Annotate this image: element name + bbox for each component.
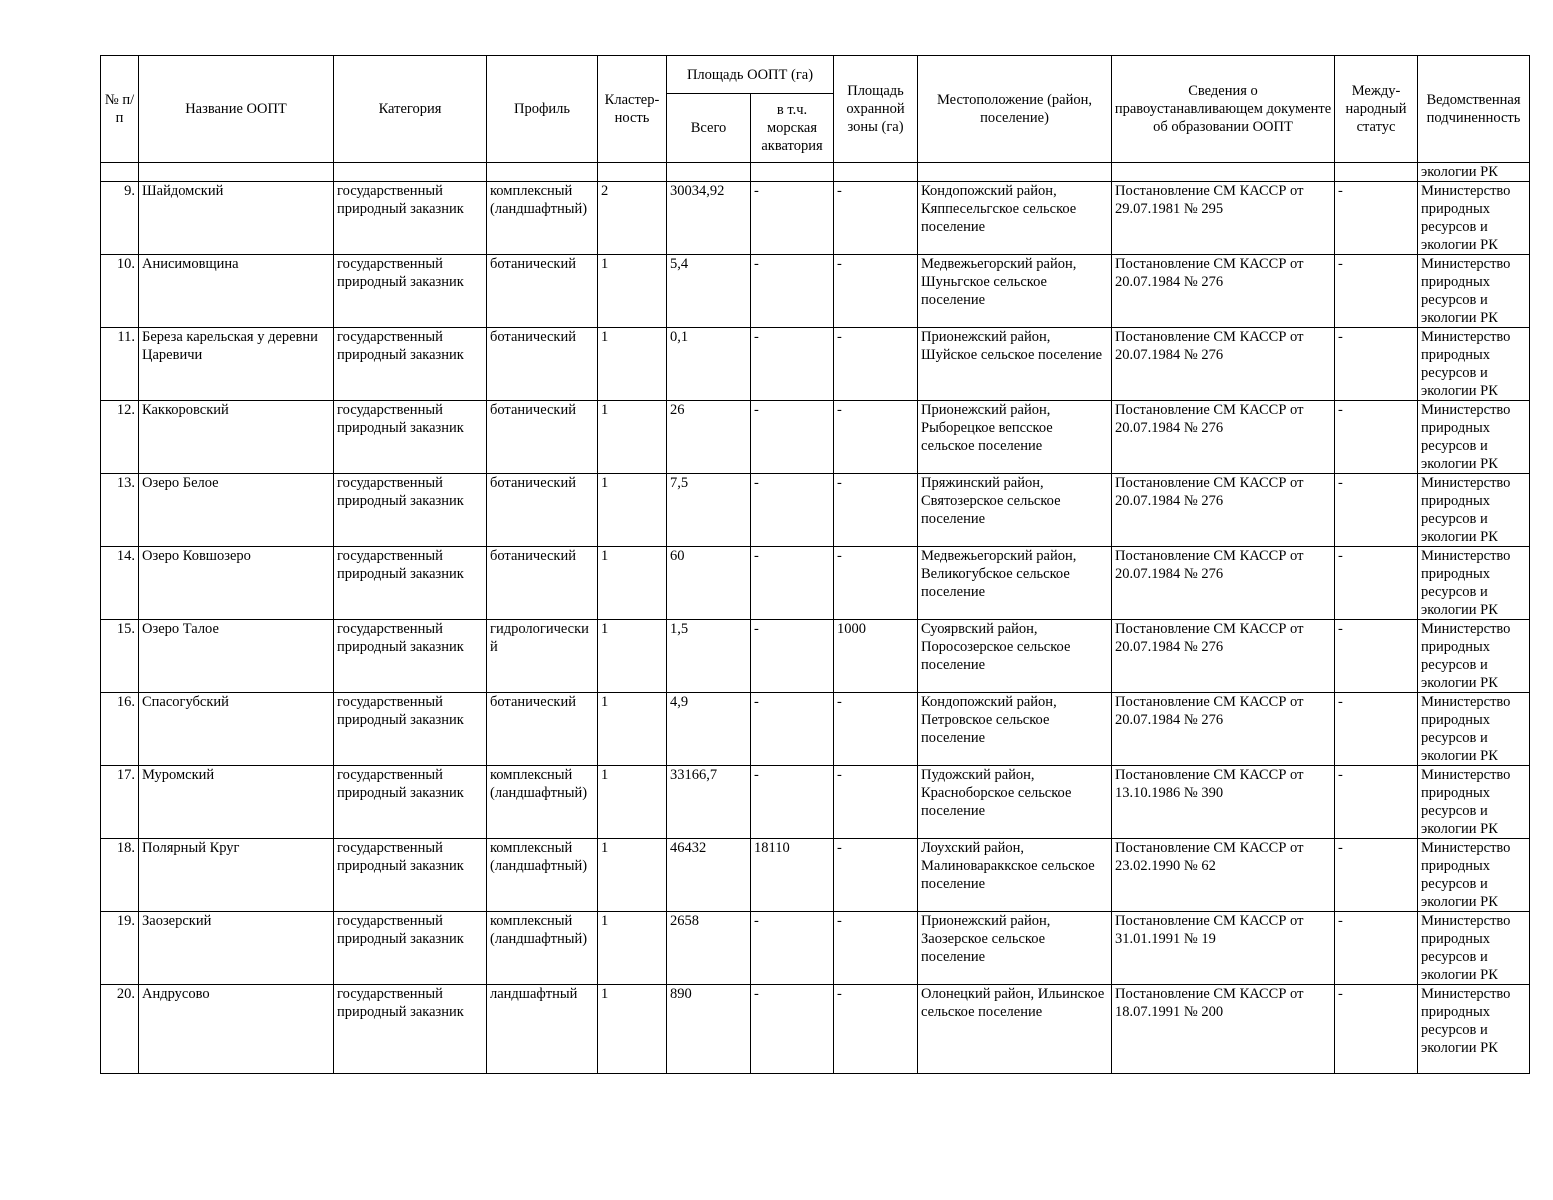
table-row xyxy=(101,328,1530,401)
cell-name: Анисимовщина xyxy=(139,255,334,328)
cell-buffer: - xyxy=(834,985,918,1074)
cell-profile: ботанический xyxy=(487,474,598,547)
cell-document: Постановление СМ КАССР от 20.07.1984 № 276 xyxy=(1112,328,1335,401)
cell-cluster: 1 xyxy=(598,328,667,401)
cell-name: Заозерский xyxy=(139,912,334,985)
cell-num: 14. xyxy=(101,547,139,620)
cell-category: государственный природный заказник xyxy=(334,620,487,693)
cell-dept: Министерство природных ресурсов и экологии РК xyxy=(1418,985,1530,1074)
cell-name: Береза карельская у деревни Царевичи xyxy=(139,328,334,401)
cell-num: 11. xyxy=(101,328,139,401)
cell-cluster: 1 xyxy=(598,401,667,474)
cell-name: Озеро Белое xyxy=(139,474,334,547)
cell-profile: ландшафтный xyxy=(487,985,598,1074)
cell-category: государственный природный заказник xyxy=(334,328,487,401)
cell-dept: Министерство природных ресурсов и экологии РК xyxy=(1418,474,1530,547)
cell-num: 20. xyxy=(101,985,139,1074)
table-row xyxy=(101,255,1530,328)
cell-intl: - xyxy=(1335,255,1418,328)
cell-area-marine: - xyxy=(751,401,834,474)
table-row xyxy=(101,401,1530,474)
cell-cluster: 2 xyxy=(598,182,667,255)
cell-profile: комплексный (ландшафтный) xyxy=(487,839,598,912)
cell-buffer: - xyxy=(834,693,918,766)
cell-cluster: 1 xyxy=(598,985,667,1074)
table-row xyxy=(101,985,1530,1074)
cell-area-total: 26 xyxy=(667,401,751,474)
cell-location: Суоярвский район, Поросозерское сельское поселение xyxy=(918,620,1112,693)
cell-dept: Министерство природных ресурсов и экологии РК xyxy=(1418,766,1530,839)
cell-buffer: - xyxy=(834,255,918,328)
cell-area-marine: 18110 xyxy=(751,839,834,912)
cell-dept: Министерство природных ресурсов и экологии РК xyxy=(1418,255,1530,328)
cell-location: Пудожский район, Красноборское сельское поселение xyxy=(918,766,1112,839)
cell-num: 17. xyxy=(101,766,139,839)
cell-buffer: - xyxy=(834,328,918,401)
cell-category: государственный природный заказник xyxy=(334,474,487,547)
cell-location: Лоухский район, Малиновараккское сельское поселение xyxy=(918,839,1112,912)
cell-category: государственный природный заказник xyxy=(334,985,487,1074)
header-location: Местоположение (район, поселение) xyxy=(918,56,1112,163)
cell-name: Андрусово xyxy=(139,985,334,1074)
cell-intl: - xyxy=(1335,547,1418,620)
cell-name: Полярный Круг xyxy=(139,839,334,912)
cell-category: государственный природный заказник xyxy=(334,693,487,766)
cell-intl: - xyxy=(1335,328,1418,401)
cell-profile: ботанический xyxy=(487,401,598,474)
header-name: Название ООПТ xyxy=(139,56,334,163)
cell-area-total: 30034,92 xyxy=(667,182,751,255)
cell-name: Каккоровский xyxy=(139,401,334,474)
rows-body xyxy=(101,182,1530,1074)
cell-dept: Министерство природных ресурсов и экологии РК xyxy=(1418,182,1530,255)
cell-dept: Министерство природных ресурсов и экологии РК xyxy=(1418,839,1530,912)
cell-document: Постановление СМ КАССР от 20.07.1984 № 276 xyxy=(1112,620,1335,693)
cell-area-marine: - xyxy=(751,620,834,693)
cell-intl: - xyxy=(1335,474,1418,547)
cell-category: государственный природный заказник xyxy=(334,766,487,839)
cell-category: государственный природный заказник xyxy=(334,912,487,985)
header-row-1 xyxy=(101,56,1530,94)
cell-document: Постановление СМ КАССР от 29.07.1981 № 295 xyxy=(1112,182,1335,255)
header-intl: Между-народный статус xyxy=(1335,56,1418,163)
table-row xyxy=(101,474,1530,547)
cell-document: Постановление СМ КАССР от 20.07.1984 № 276 xyxy=(1112,474,1335,547)
cell-intl: - xyxy=(1335,912,1418,985)
cell-intl: - xyxy=(1335,401,1418,474)
cell-area-marine: - xyxy=(751,985,834,1074)
table-row xyxy=(101,912,1530,985)
cell-location: Прионежский район, Шуйское сельское поселение xyxy=(918,328,1112,401)
continuation-row xyxy=(101,163,1530,182)
cell-intl: - xyxy=(1335,693,1418,766)
header-buffer: Площадь охранной зоны (га) xyxy=(834,56,918,163)
cell-document: Постановление СМ КАССР от 31.01.1991 № 19 xyxy=(1112,912,1335,985)
cell-cluster: 1 xyxy=(598,839,667,912)
table-row xyxy=(101,620,1530,693)
cell-buffer: - xyxy=(834,474,918,547)
cell-dept: Министерство природных ресурсов и экологии РК xyxy=(1418,693,1530,766)
cell-name: Муромский xyxy=(139,766,334,839)
header-area-total: Всего xyxy=(667,94,751,163)
cell-cluster: 1 xyxy=(598,766,667,839)
cell-area-total: 1,5 xyxy=(667,620,751,693)
cell-dept: Министерство природных ресурсов и экологии РК xyxy=(1418,912,1530,985)
cell-profile: ботанический xyxy=(487,328,598,401)
cell-location: Медвежьегорский район, Великогубское сельское поселение xyxy=(918,547,1112,620)
cell-category: государственный природный заказник xyxy=(334,255,487,328)
cell-area-marine: - xyxy=(751,766,834,839)
header-area-group: Площадь ООПТ (га) xyxy=(667,56,834,94)
cell-name: Озеро Ковшозеро xyxy=(139,547,334,620)
header-num: № п/п xyxy=(101,56,139,163)
table-row xyxy=(101,766,1530,839)
cell-num: 15. xyxy=(101,620,139,693)
cell-buffer: - xyxy=(834,912,918,985)
cell-document: Постановление СМ КАССР от 13.10.1986 № 390 xyxy=(1112,766,1335,839)
cell-area-marine: - xyxy=(751,912,834,985)
cell-num: 12. xyxy=(101,401,139,474)
cell-profile: комплексный (ландшафтный) xyxy=(487,912,598,985)
cell-buffer: - xyxy=(834,839,918,912)
cell-cluster: 1 xyxy=(598,912,667,985)
cell-profile: ботанический xyxy=(487,547,598,620)
cell-location: Прионежский район, Заозерское сельское поселение xyxy=(918,912,1112,985)
cell-buffer: - xyxy=(834,766,918,839)
cell-area-total: 890 xyxy=(667,985,751,1074)
cell-num: 9. xyxy=(101,182,139,255)
cell-buffer: - xyxy=(834,401,918,474)
cell-profile: гидрологический xyxy=(487,620,598,693)
cell-profile: комплексный (ландшафтный) xyxy=(487,182,598,255)
cell-location: Прионежский район, Рыборецкое вепсское сельское поселение xyxy=(918,401,1112,474)
cell-cluster: 1 xyxy=(598,255,667,328)
cell-location: Пряжинский район, Святозерское сельское поселение xyxy=(918,474,1112,547)
cell-intl: - xyxy=(1335,766,1418,839)
cell-intl: - xyxy=(1335,839,1418,912)
cell-buffer: - xyxy=(834,182,918,255)
cell-location: Медвежьегорский район, Шуньгское сельское поселение xyxy=(918,255,1112,328)
cell-category: государственный природный заказник xyxy=(334,401,487,474)
cell-area-total: 7,5 xyxy=(667,474,751,547)
table-row xyxy=(101,182,1530,255)
cell-name: Спасогубский xyxy=(139,693,334,766)
cell-area-marine: - xyxy=(751,328,834,401)
table-row xyxy=(101,547,1530,620)
cell-intl: - xyxy=(1335,620,1418,693)
cell-profile: комплексный (ландшафтный) xyxy=(487,766,598,839)
cell-document: Постановление СМ КАССР от 20.07.1984 № 276 xyxy=(1112,693,1335,766)
cell-area-total: 0,1 xyxy=(667,328,751,401)
cell-dept: Министерство природных ресурсов и экологии РК xyxy=(1418,401,1530,474)
cell-cluster: 1 xyxy=(598,474,667,547)
cell-location: Кондопожский район, Петровское сельское поселение xyxy=(918,693,1112,766)
cell-intl: - xyxy=(1335,985,1418,1074)
cell-location: Кондопожский район, Кяппесельгское сельское поселение xyxy=(918,182,1112,255)
table-row xyxy=(101,839,1530,912)
cell-num: 18. xyxy=(101,839,139,912)
cell-num: 16. xyxy=(101,693,139,766)
cell-num: 19. xyxy=(101,912,139,985)
cell-area-total: 5,4 xyxy=(667,255,751,328)
cell-document: Постановление СМ КАССР от 20.07.1984 № 276 xyxy=(1112,547,1335,620)
cell-document: Постановление СМ КАССР от 20.07.1984 № 276 xyxy=(1112,401,1335,474)
header-dept: Ведомственная подчиненность xyxy=(1418,56,1530,163)
cell-area-marine: - xyxy=(751,693,834,766)
cell-category: государственный природный заказник xyxy=(334,547,487,620)
cell-dept: Министерство природных ресурсов и экологии РК xyxy=(1418,620,1530,693)
cell-category: государственный природный заказник xyxy=(334,182,487,255)
header-category: Категория xyxy=(334,56,487,163)
cell-area-marine: - xyxy=(751,474,834,547)
cell-cluster: 1 xyxy=(598,620,667,693)
cell-document: Постановление СМ КАССР от 23.02.1990 № 62 xyxy=(1112,839,1335,912)
oopt-table xyxy=(100,55,1530,1074)
cell-dept: Министерство природных ресурсов и экологии РК xyxy=(1418,328,1530,401)
cell-name: Озеро Талое xyxy=(139,620,334,693)
header-area-marine: в т.ч. морская акватория xyxy=(751,94,834,163)
cell-area-total: 46432 xyxy=(667,839,751,912)
cell-document: Постановление СМ КАССР от 20.07.1984 № 276 xyxy=(1112,255,1335,328)
cell-category: государственный природный заказник xyxy=(334,839,487,912)
header-cluster: Кластер-ность xyxy=(598,56,667,163)
cell-area-marine: - xyxy=(751,182,834,255)
header-document: Сведения о правоустанавливающем документе об образовании ООПТ xyxy=(1112,56,1335,163)
cell-intl: - xyxy=(1335,182,1418,255)
cell-buffer: - xyxy=(834,547,918,620)
cell-profile: ботанический xyxy=(487,693,598,766)
cell-area-marine: - xyxy=(751,547,834,620)
table-row xyxy=(101,693,1530,766)
cell-num: 13. xyxy=(101,474,139,547)
continuation-dept: экологии РК xyxy=(1418,163,1530,182)
header-profile: Профиль xyxy=(487,56,598,163)
cell-area-total: 2658 xyxy=(667,912,751,985)
cell-num: 10. xyxy=(101,255,139,328)
cell-document: Постановление СМ КАССР от 18.07.1991 № 200 xyxy=(1112,985,1335,1074)
cell-area-total: 60 xyxy=(667,547,751,620)
cell-area-total: 33166,7 xyxy=(667,766,751,839)
cell-dept: Министерство природных ресурсов и экологии РК xyxy=(1418,547,1530,620)
cell-location: Олонецкий район, Ильинское сельское поселение xyxy=(918,985,1112,1074)
cell-name: Шайдомский xyxy=(139,182,334,255)
cell-area-total: 4,9 xyxy=(667,693,751,766)
cell-cluster: 1 xyxy=(598,547,667,620)
cell-area-marine: - xyxy=(751,255,834,328)
cell-buffer: 1000 xyxy=(834,620,918,693)
cell-profile: ботанический xyxy=(487,255,598,328)
cell-cluster: 1 xyxy=(598,693,667,766)
